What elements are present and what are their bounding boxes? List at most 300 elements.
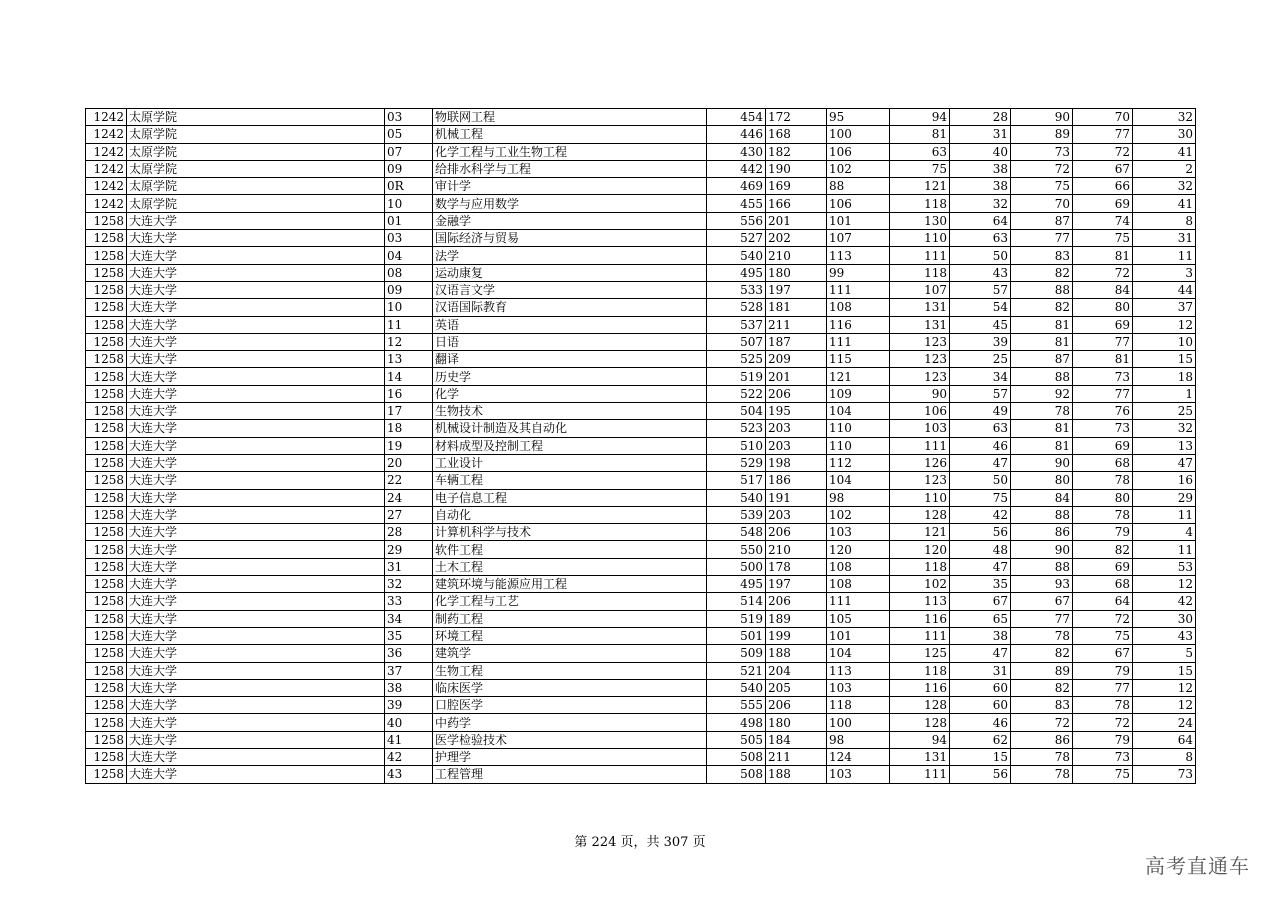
- cell-major-code: 41: [385, 731, 433, 748]
- cell-major-code: 29: [385, 541, 433, 558]
- cell-school-name: 大连大学: [127, 645, 385, 662]
- cell-score-d: 60: [950, 697, 1011, 714]
- cell-plan-count: 31: [1133, 230, 1196, 247]
- cell-score-a: 189: [766, 610, 827, 627]
- cell-school-code: 1258: [86, 472, 127, 489]
- cell-score-f: 73: [1073, 368, 1133, 385]
- cell-score-e: 93: [1011, 576, 1073, 593]
- cell-score-a: 190: [766, 160, 827, 177]
- cell-score-c: 75: [890, 160, 950, 177]
- cell-school-code: 1258: [86, 437, 127, 454]
- cell-score-c: 116: [890, 679, 950, 696]
- cell-score-d: 50: [950, 472, 1011, 489]
- cell-score-f: 72: [1073, 610, 1133, 627]
- cell-school-name: 大连大学: [127, 403, 385, 420]
- cell-score-b: 100: [827, 714, 890, 731]
- cell-total-score: 525: [707, 351, 766, 368]
- cell-score-b: 113: [827, 247, 890, 264]
- cell-major-code: 08: [385, 264, 433, 281]
- cell-plan-count: 41: [1133, 143, 1196, 160]
- cell-score-f: 81: [1073, 351, 1133, 368]
- cell-score-c: 126: [890, 454, 950, 471]
- cell-major-code: 05: [385, 126, 433, 143]
- cell-plan-count: 8: [1133, 212, 1196, 229]
- cell-score-a: 211: [766, 748, 827, 765]
- table-row: [86, 472, 1196, 489]
- cell-score-a: 206: [766, 524, 827, 541]
- cell-score-a: 199: [766, 627, 827, 644]
- cell-score-a: 201: [766, 368, 827, 385]
- cell-score-a: 191: [766, 489, 827, 506]
- table-row: [86, 748, 1196, 765]
- cell-total-score: 519: [707, 368, 766, 385]
- cell-score-a: 205: [766, 679, 827, 696]
- cell-score-c: 110: [890, 489, 950, 506]
- cell-score-a: 203: [766, 420, 827, 437]
- cell-plan-count: 8: [1133, 748, 1196, 765]
- cell-total-score: 498: [707, 714, 766, 731]
- cell-score-c: 123: [890, 351, 950, 368]
- cell-major-name: 法学: [433, 247, 707, 264]
- cell-score-f: 77: [1073, 333, 1133, 350]
- cell-score-e: 89: [1011, 662, 1073, 679]
- table-row: [86, 299, 1196, 316]
- cell-school-name: 大连大学: [127, 627, 385, 644]
- cell-school-name: 大连大学: [127, 558, 385, 575]
- cell-total-score: 540: [707, 679, 766, 696]
- cell-school-name: 太原学院: [127, 160, 385, 177]
- cell-score-f: 84: [1073, 281, 1133, 298]
- cell-score-f: 69: [1073, 316, 1133, 333]
- cell-score-d: 62: [950, 731, 1011, 748]
- cell-school-code: 1258: [86, 212, 127, 229]
- cell-score-f: 82: [1073, 541, 1133, 558]
- cell-major-name: 物联网工程: [433, 109, 707, 126]
- cell-score-c: 118: [890, 195, 950, 212]
- cell-major-code: 31: [385, 558, 433, 575]
- cell-school-code: 1242: [86, 178, 127, 195]
- cell-major-code: 34: [385, 610, 433, 627]
- table-row: [86, 230, 1196, 247]
- cell-major-name: 生物工程: [433, 662, 707, 679]
- table-row: [86, 731, 1196, 748]
- cell-major-code: 32: [385, 576, 433, 593]
- cell-total-score: 455: [707, 195, 766, 212]
- cell-score-d: 38: [950, 178, 1011, 195]
- cell-plan-count: 32: [1133, 109, 1196, 126]
- cell-score-a: 166: [766, 195, 827, 212]
- cell-score-c: 106: [890, 403, 950, 420]
- cell-major-code: 43: [385, 766, 433, 783]
- cell-score-b: 111: [827, 593, 890, 610]
- cell-score-c: 94: [890, 109, 950, 126]
- table-row: [86, 143, 1196, 160]
- cell-score-a: 180: [766, 264, 827, 281]
- cell-score-e: 88: [1011, 281, 1073, 298]
- cell-major-code: 37: [385, 662, 433, 679]
- cell-school-name: 大连大学: [127, 420, 385, 437]
- cell-plan-count: 41: [1133, 195, 1196, 212]
- cell-score-a: 195: [766, 403, 827, 420]
- cell-score-e: 82: [1011, 679, 1073, 696]
- cell-score-e: 80: [1011, 472, 1073, 489]
- cell-score-d: 75: [950, 489, 1011, 506]
- cell-score-b: 121: [827, 368, 890, 385]
- cell-score-e: 90: [1011, 109, 1073, 126]
- table-row: [86, 385, 1196, 402]
- cell-score-a: 187: [766, 333, 827, 350]
- cell-major-name: 机械设计制造及其自动化: [433, 420, 707, 437]
- cell-score-a: 181: [766, 299, 827, 316]
- cell-score-a: 209: [766, 351, 827, 368]
- cell-score-f: 72: [1073, 143, 1133, 160]
- cell-score-c: 125: [890, 645, 950, 662]
- cell-score-d: 48: [950, 541, 1011, 558]
- cell-score-f: 77: [1073, 385, 1133, 402]
- cell-plan-count: 11: [1133, 247, 1196, 264]
- cell-plan-count: 15: [1133, 662, 1196, 679]
- cell-total-score: 533: [707, 281, 766, 298]
- table-row: [86, 454, 1196, 471]
- cell-score-b: 108: [827, 299, 890, 316]
- cell-score-e: 83: [1011, 247, 1073, 264]
- cell-plan-count: 12: [1133, 679, 1196, 696]
- cell-score-d: 57: [950, 281, 1011, 298]
- cell-school-code: 1258: [86, 351, 127, 368]
- cell-total-score: 508: [707, 766, 766, 783]
- cell-total-score: 517: [707, 472, 766, 489]
- cell-school-code: 1258: [86, 230, 127, 247]
- table-row: [86, 679, 1196, 696]
- cell-score-b: 103: [827, 524, 890, 541]
- cell-score-b: 124: [827, 748, 890, 765]
- cell-total-score: 519: [707, 610, 766, 627]
- cell-school-code: 1258: [86, 731, 127, 748]
- cell-score-d: 56: [950, 766, 1011, 783]
- cell-score-b: 113: [827, 662, 890, 679]
- table-row: [86, 645, 1196, 662]
- cell-school-name: 大连大学: [127, 264, 385, 281]
- cell-major-code: 04: [385, 247, 433, 264]
- cell-score-a: 206: [766, 593, 827, 610]
- cell-score-b: 100: [827, 126, 890, 143]
- cell-score-c: 111: [890, 437, 950, 454]
- cell-plan-count: 42: [1133, 593, 1196, 610]
- watermark-text: 高考直通车: [1145, 854, 1250, 878]
- cell-major-name: 制药工程: [433, 610, 707, 627]
- cell-major-code: 17: [385, 403, 433, 420]
- cell-score-a: 210: [766, 541, 827, 558]
- cell-plan-count: 32: [1133, 420, 1196, 437]
- cell-score-e: 75: [1011, 178, 1073, 195]
- cell-plan-count: 37: [1133, 299, 1196, 316]
- cell-score-b: 102: [827, 160, 890, 177]
- table-row: [86, 403, 1196, 420]
- cell-score-d: 28: [950, 109, 1011, 126]
- cell-score-d: 39: [950, 333, 1011, 350]
- cell-school-name: 大连大学: [127, 714, 385, 731]
- cell-score-b: 98: [827, 731, 890, 748]
- page-number: 第 224 页，共 307 页: [574, 835, 706, 850]
- cell-school-code: 1258: [86, 662, 127, 679]
- cell-plan-count: 25: [1133, 403, 1196, 420]
- cell-major-name: 电子信息工程: [433, 489, 707, 506]
- cell-score-a: 202: [766, 230, 827, 247]
- cell-school-name: 大连大学: [127, 437, 385, 454]
- cell-major-code: 11: [385, 316, 433, 333]
- cell-score-f: 67: [1073, 160, 1133, 177]
- cell-score-e: 89: [1011, 126, 1073, 143]
- cell-score-e: 90: [1011, 454, 1073, 471]
- cell-score-f: 69: [1073, 437, 1133, 454]
- cell-score-e: 90: [1011, 541, 1073, 558]
- cell-school-name: 大连大学: [127, 281, 385, 298]
- cell-school-name: 大连大学: [127, 351, 385, 368]
- cell-major-name: 口腔医学: [433, 697, 707, 714]
- table-row: [86, 281, 1196, 298]
- cell-major-code: 01: [385, 212, 433, 229]
- cell-score-d: 67: [950, 593, 1011, 610]
- cell-score-b: 104: [827, 645, 890, 662]
- cell-major-code: 20: [385, 454, 433, 471]
- table-row: [86, 126, 1196, 143]
- cell-major-name: 国际经济与贸易: [433, 230, 707, 247]
- table-row: [86, 576, 1196, 593]
- cell-school-code: 1258: [86, 316, 127, 333]
- cell-score-c: 128: [890, 697, 950, 714]
- cell-major-code: 14: [385, 368, 433, 385]
- cell-total-score: 539: [707, 506, 766, 523]
- cell-score-e: 70: [1011, 195, 1073, 212]
- cell-major-code: 27: [385, 506, 433, 523]
- cell-school-code: 1258: [86, 714, 127, 731]
- cell-score-e: 82: [1011, 299, 1073, 316]
- cell-score-e: 78: [1011, 748, 1073, 765]
- cell-major-name: 建筑学: [433, 645, 707, 662]
- cell-score-a: 206: [766, 697, 827, 714]
- cell-major-name: 翻译: [433, 351, 707, 368]
- cell-score-c: 111: [890, 766, 950, 783]
- cell-school-code: 1258: [86, 333, 127, 350]
- cell-plan-count: 44: [1133, 281, 1196, 298]
- cell-major-name: 工业设计: [433, 454, 707, 471]
- cell-major-name: 历史学: [433, 368, 707, 385]
- cell-school-code: 1258: [86, 264, 127, 281]
- cell-score-d: 40: [950, 143, 1011, 160]
- cell-score-e: 88: [1011, 368, 1073, 385]
- cell-score-a: 203: [766, 437, 827, 454]
- cell-major-name: 英语: [433, 316, 707, 333]
- cell-score-e: 77: [1011, 230, 1073, 247]
- cell-school-code: 1258: [86, 420, 127, 437]
- cell-school-name: 大连大学: [127, 333, 385, 350]
- cell-score-b: 110: [827, 437, 890, 454]
- cell-plan-count: 29: [1133, 489, 1196, 506]
- cell-score-c: 120: [890, 541, 950, 558]
- cell-score-f: 72: [1073, 264, 1133, 281]
- cell-major-code: 10: [385, 195, 433, 212]
- table-row: [86, 195, 1196, 212]
- cell-total-score: 446: [707, 126, 766, 143]
- cell-score-b: 111: [827, 281, 890, 298]
- cell-score-b: 109: [827, 385, 890, 402]
- cell-score-e: 88: [1011, 558, 1073, 575]
- cell-school-name: 大连大学: [127, 541, 385, 558]
- cell-score-d: 32: [950, 195, 1011, 212]
- cell-score-d: 15: [950, 748, 1011, 765]
- cell-score-c: 111: [890, 247, 950, 264]
- cell-score-f: 75: [1073, 230, 1133, 247]
- table-row: [86, 697, 1196, 714]
- cell-total-score: 509: [707, 645, 766, 662]
- cell-major-name: 自动化: [433, 506, 707, 523]
- cell-major-name: 汉语国际教育: [433, 299, 707, 316]
- cell-score-e: 78: [1011, 627, 1073, 644]
- cell-major-name: 化学工程与工业生物工程: [433, 143, 707, 160]
- cell-score-c: 113: [890, 593, 950, 610]
- cell-score-c: 131: [890, 748, 950, 765]
- cell-score-c: 128: [890, 506, 950, 523]
- cell-score-d: 25: [950, 351, 1011, 368]
- cell-major-code: 13: [385, 351, 433, 368]
- cell-score-f: 77: [1073, 679, 1133, 696]
- table-row: [86, 247, 1196, 264]
- cell-score-f: 78: [1073, 472, 1133, 489]
- cell-score-d: 49: [950, 403, 1011, 420]
- cell-score-b: 120: [827, 541, 890, 558]
- cell-major-code: 03: [385, 230, 433, 247]
- cell-score-a: 201: [766, 212, 827, 229]
- cell-major-name: 化学: [433, 385, 707, 402]
- cell-score-f: 77: [1073, 126, 1133, 143]
- cell-score-d: 47: [950, 454, 1011, 471]
- cell-major-code: 28: [385, 524, 433, 541]
- cell-score-c: 81: [890, 126, 950, 143]
- cell-total-score: 507: [707, 333, 766, 350]
- cell-score-e: 83: [1011, 697, 1073, 714]
- cell-score-a: 204: [766, 662, 827, 679]
- cell-score-c: 110: [890, 230, 950, 247]
- table-row: [86, 264, 1196, 281]
- table-row: [86, 109, 1196, 126]
- cell-plan-count: 53: [1133, 558, 1196, 575]
- cell-school-code: 1258: [86, 748, 127, 765]
- cell-score-c: 130: [890, 212, 950, 229]
- cell-score-e: 81: [1011, 420, 1073, 437]
- cell-major-name: 生物技术: [433, 403, 707, 420]
- cell-score-e: 67: [1011, 593, 1073, 610]
- cell-plan-count: 11: [1133, 541, 1196, 558]
- cell-score-e: 86: [1011, 524, 1073, 541]
- cell-school-name: 大连大学: [127, 697, 385, 714]
- cell-score-d: 38: [950, 160, 1011, 177]
- cell-school-code: 1258: [86, 593, 127, 610]
- cell-major-name: 汉语言文学: [433, 281, 707, 298]
- cell-total-score: 500: [707, 558, 766, 575]
- cell-school-code: 1258: [86, 697, 127, 714]
- cell-major-code: 38: [385, 679, 433, 696]
- cell-score-c: 63: [890, 143, 950, 160]
- cell-score-e: 82: [1011, 645, 1073, 662]
- cell-major-code: 18: [385, 420, 433, 437]
- cell-score-b: 101: [827, 212, 890, 229]
- cell-school-code: 1258: [86, 281, 127, 298]
- cell-major-name: 审计学: [433, 178, 707, 195]
- cell-school-code: 1258: [86, 766, 127, 783]
- cell-score-c: 90: [890, 385, 950, 402]
- cell-score-b: 104: [827, 472, 890, 489]
- cell-score-c: 103: [890, 420, 950, 437]
- cell-score-d: 65: [950, 610, 1011, 627]
- cell-major-name: 护理学: [433, 748, 707, 765]
- cell-major-name: 环境工程: [433, 627, 707, 644]
- cell-score-a: 203: [766, 506, 827, 523]
- cell-score-d: 38: [950, 627, 1011, 644]
- cell-school-name: 大连大学: [127, 230, 385, 247]
- cell-school-name: 大连大学: [127, 385, 385, 402]
- cell-total-score: 510: [707, 437, 766, 454]
- cell-school-name: 太原学院: [127, 109, 385, 126]
- cell-total-score: 430: [707, 143, 766, 160]
- cell-major-name: 中药学: [433, 714, 707, 731]
- cell-school-code: 1258: [86, 368, 127, 385]
- cell-score-f: 67: [1073, 645, 1133, 662]
- cell-school-name: 太原学院: [127, 178, 385, 195]
- cell-score-f: 72: [1073, 714, 1133, 731]
- cell-score-d: 47: [950, 645, 1011, 662]
- cell-school-code: 1242: [86, 160, 127, 177]
- table-row: [86, 212, 1196, 229]
- cell-major-name: 软件工程: [433, 541, 707, 558]
- table-row: [86, 627, 1196, 644]
- cell-score-b: 106: [827, 195, 890, 212]
- table-row: [86, 333, 1196, 350]
- cell-score-f: 68: [1073, 576, 1133, 593]
- cell-score-c: 123: [890, 368, 950, 385]
- cell-score-b: 110: [827, 420, 890, 437]
- cell-score-b: 104: [827, 403, 890, 420]
- table-row: [86, 437, 1196, 454]
- cell-total-score: 521: [707, 662, 766, 679]
- cell-score-f: 79: [1073, 524, 1133, 541]
- table-row: [86, 506, 1196, 523]
- cell-major-name: 车辆工程: [433, 472, 707, 489]
- cell-plan-count: 24: [1133, 714, 1196, 731]
- cell-score-e: 88: [1011, 506, 1073, 523]
- cell-score-f: 64: [1073, 593, 1133, 610]
- cell-plan-count: 5: [1133, 645, 1196, 662]
- cell-score-a: 197: [766, 576, 827, 593]
- cell-school-name: 大连大学: [127, 524, 385, 541]
- cell-major-code: 16: [385, 385, 433, 402]
- cell-plan-count: 15: [1133, 351, 1196, 368]
- cell-total-score: 528: [707, 299, 766, 316]
- cell-major-name: 建筑环境与能源应用工程: [433, 576, 707, 593]
- cell-total-score: 529: [707, 454, 766, 471]
- cell-total-score: 469: [707, 178, 766, 195]
- cell-school-code: 1242: [86, 126, 127, 143]
- cell-score-a: 169: [766, 178, 827, 195]
- cell-major-code: 33: [385, 593, 433, 610]
- cell-major-name: 运动康复: [433, 264, 707, 281]
- cell-school-name: 大连大学: [127, 316, 385, 333]
- cell-plan-count: 47: [1133, 454, 1196, 471]
- cell-total-score: 495: [707, 576, 766, 593]
- cell-major-name: 数学与应用数学: [433, 195, 707, 212]
- cell-major-code: 12: [385, 333, 433, 350]
- cell-score-d: 63: [950, 230, 1011, 247]
- cell-score-f: 78: [1073, 697, 1133, 714]
